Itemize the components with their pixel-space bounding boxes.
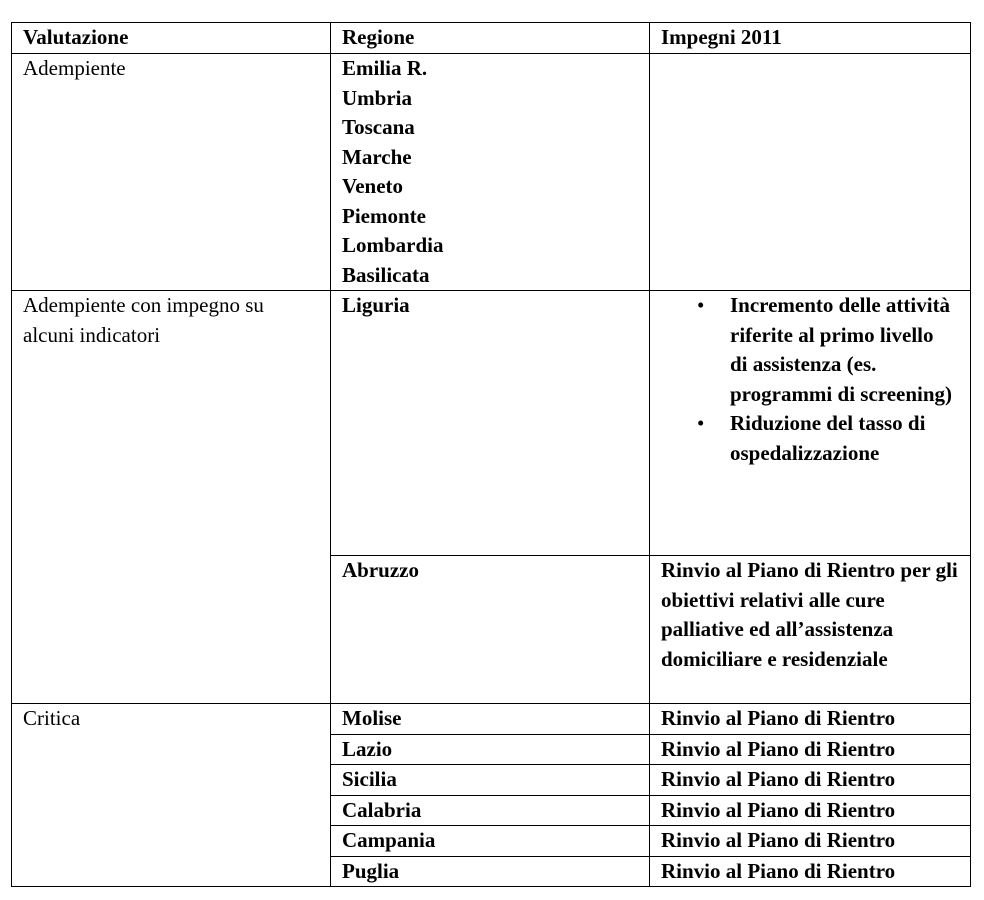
impegni-cell: Rinvio al Piano di Rientro: [650, 826, 971, 857]
region-cell: Piemonte: [342, 203, 426, 228]
table-row: [12, 704, 971, 735]
impegno-bullet-item: • Riduzione del tasso di ospedalizzazione: [730, 409, 959, 468]
impegni-cell-liguria: [650, 291, 971, 556]
impegni-cell: Rinvio al Piano di Rientro: [650, 856, 971, 887]
impegno-bullet-item: • Incremento delle attività riferite al primo livello di assistenza (es. programmi di screening): [730, 291, 959, 409]
region-cell: Puglia: [331, 856, 650, 887]
table-row: [12, 54, 971, 291]
region-list-adempiente: [331, 54, 650, 291]
header-valutazione: Valutazione: [12, 23, 331, 54]
impegni-bullet-list: [661, 291, 959, 468]
region-cell: Campania: [331, 826, 650, 857]
region-cell: Emilia R.: [342, 56, 428, 80]
table-header-row: [12, 23, 971, 54]
table-row: [12, 291, 971, 556]
region-cell: Liguria: [331, 291, 650, 556]
region-cell: Lazio: [331, 734, 650, 765]
region-cell: Sicilia: [331, 765, 650, 796]
region-cell: Basilicata: [342, 262, 430, 287]
impegni-cell: Rinvio al Piano di Rientro: [650, 704, 971, 735]
valutazione-adempiente: Adempiente: [12, 54, 331, 291]
impegni-cell-empty: [650, 54, 971, 291]
valutazione-adempiente-impegno: Adempiente con impegno su alcuni indicatori: [12, 291, 331, 704]
region-cell: Umbria: [342, 85, 412, 110]
region-cell: Veneto: [342, 174, 404, 198]
region-cell: Marche: [342, 144, 412, 169]
impegni-cell: Rinvio al Piano di Rientro: [650, 734, 971, 765]
impegni-cell: Rinvio al Piano di Rientro: [650, 765, 971, 796]
impegni-cell-abruzzo: Rinvio al Piano di Rientro per gli obiettivi relativi alle cure palliative ed all’assistenza domiciliare e residenziale: [650, 556, 971, 704]
region-cell: Calabria: [331, 795, 650, 826]
impegni-cell: Rinvio al Piano di Rientro: [650, 795, 971, 826]
region-cell: Toscana: [342, 115, 415, 139]
header-impegni: Impegni 2011: [650, 23, 971, 54]
region-cell: Lombardia: [342, 233, 444, 257]
valutazione-critica: Critica: [12, 704, 331, 887]
header-regione: Regione: [331, 23, 650, 54]
region-cell: Molise: [331, 704, 650, 735]
regions-table: [11, 22, 971, 887]
region-cell: Abruzzo: [331, 556, 650, 704]
